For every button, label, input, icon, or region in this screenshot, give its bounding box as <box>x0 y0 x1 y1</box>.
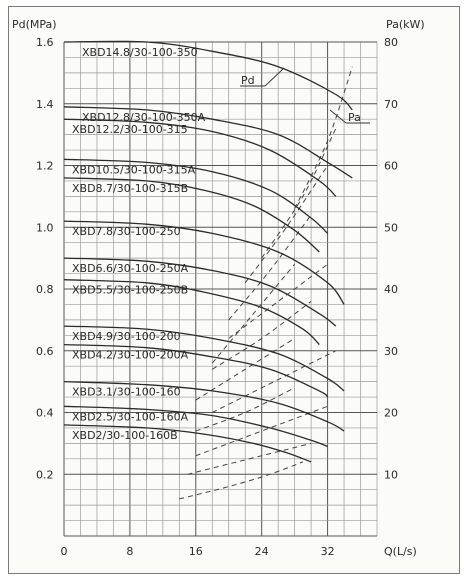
left-tick-label: 1.6 <box>36 36 54 49</box>
left-tick-label: 1.0 <box>36 221 54 235</box>
left-tick-label: 0.2 <box>36 468 54 482</box>
model-label-8: XBD4.9/30-100-200 <box>72 330 181 344</box>
pa-callout-label: Pa <box>348 111 361 124</box>
right-axis-label: Pa(kW) <box>386 18 425 31</box>
left-tick-label: 1.4 <box>36 97 54 111</box>
right-tick-label: 50 <box>384 221 398 235</box>
model-label-0: XBD14.8/30-100-350 <box>82 46 198 59</box>
model-label-7: XBD5.5/30-100-250B <box>72 283 189 297</box>
left-tick-label: 0.8 <box>36 283 54 296</box>
right-tick-label: 60 <box>384 159 398 173</box>
model-label-3: XBD10.5/30-100-315A <box>72 163 196 177</box>
x-tick-label: 16 <box>188 545 203 558</box>
right-tick-label: 80 <box>384 36 398 49</box>
model-label-12: XBD2/30-100-160B <box>72 428 178 442</box>
model-label-10: XBD3.1/30-100-160 <box>72 385 181 399</box>
model-label-5: XBD7.8/30-100-250 <box>72 225 181 239</box>
pa-curve-4 <box>212 264 294 363</box>
left-tick-label: 0.6 <box>36 344 54 358</box>
right-tick-label: 10 <box>384 468 398 482</box>
model-label-4: XBD8.7/30-100-315B <box>72 181 189 195</box>
left-tick-label: 0.4 <box>36 406 54 420</box>
model-label-1: XBD12.8/30-100-350A <box>82 110 206 124</box>
model-label-9: XBD4.2/30-100-200A <box>72 348 189 362</box>
pa-curve-12 <box>179 462 303 499</box>
x-tick-label: 0 <box>60 545 68 558</box>
model-label-6: XBD6.6/30-100-250A <box>72 262 189 276</box>
left-tick-label: 1.2 <box>36 159 54 173</box>
right-tick-label: 20 <box>384 406 398 420</box>
x-axis-label: Q(L/s) <box>384 545 417 558</box>
right-tick-label: 30 <box>384 344 398 358</box>
model-label-2: XBD12.2/30-100-315 <box>72 123 188 137</box>
right-tick-label: 70 <box>384 97 398 111</box>
pd-callout-label: Pd <box>241 74 255 87</box>
left-axis-label: Pd(MPa) <box>12 18 57 31</box>
model-label-11: XBD2.5/30-100-160A <box>72 410 189 424</box>
x-tick-label: 8 <box>126 545 134 558</box>
x-tick-label: 24 <box>254 545 269 558</box>
x-tick-label: 32 <box>320 545 335 558</box>
pressure-curves <box>64 41 352 462</box>
right-tick-label: 40 <box>384 283 398 296</box>
